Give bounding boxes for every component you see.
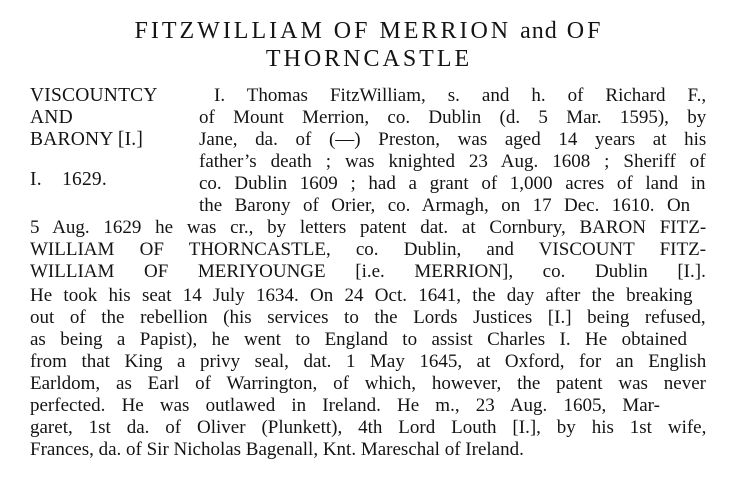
body-line-6: the Barony of Orier, co. Armagh, on 17 Dec. 1610. On — [199, 195, 691, 216]
sidebar-creation-year: I. 1629. — [30, 169, 107, 190]
body-line-13: from that King a privy seal, dat. 1 May 1645, at Oxford, for an English — [30, 351, 707, 372]
title-and: and — [520, 18, 558, 44]
title-main: FITZWILLIAM OF MERRION — [134, 18, 512, 44]
page-title-line-2: THORNCASTLE — [265, 46, 473, 72]
body-line-8: WILLIAM OF THORNCASTLE, co. Dublin, and VISCOUNT FITZ- — [30, 239, 707, 260]
body-line-7: 5 Aug. 1629 he was cr., by letters patent dat. at Cornbury, BARON FITZ- — [30, 217, 707, 238]
body-line-5: co. Dublin 1609 ; had a grant of 1,000 acres of land in — [199, 173, 706, 194]
body-line-14: Earldom, as Earl of Warrington, of which, however, the patent was never — [30, 373, 706, 394]
body-line-11: out of the rebellion (his services to the Lords Justices [I.] being refused, — [30, 307, 706, 328]
body-line-1: I. Thomas FitzWilliam, s. and h. of Richard F., — [214, 85, 707, 106]
sidebar-dignity-line-1: VISCOUNTCY — [30, 85, 158, 106]
body-line-16: garet, 1st da. of Oliver (Plunkett), 4th Lord Louth [I.], by his 1st wife, — [30, 417, 707, 438]
sidebar-dignity-line-3: BARONY [I.] — [30, 129, 144, 150]
body-line-2: of Mount Merrion, co. Dublin (d. 5 Mar. 1595), by — [199, 107, 707, 128]
body-line-3: Jane, da. of (—) Preston, was aged 14 years at his — [199, 129, 707, 150]
body-line-4: father’s death ; was knighted 23 Aug. 1608 ; Sheriff of — [199, 151, 706, 172]
body-line-17: Frances, da. of Sir Nicholas Bagenall, Knt. Mareschal of Ireland. — [30, 439, 524, 460]
title-of: OF — [566, 18, 604, 44]
page-title-line-1 — [0, 17, 738, 45]
body-line-12: as being a Papist), he went to England to assist Charles I. He obtained — [30, 329, 688, 350]
body-line-15: perfected. He was outlawed in Ireland. He m., 23 Aug. 1605, Mar- — [30, 395, 660, 416]
sidebar-dignity-line-2: AND — [30, 107, 73, 128]
body-line-9: WILLIAM OF MERIYOUNGE [i.e. MERRION], co. Dublin [I.]. — [30, 261, 706, 282]
body-line-10: He took his seat 14 July 1634. On 24 Oct. 1641, the day after the breaking — [30, 285, 693, 306]
